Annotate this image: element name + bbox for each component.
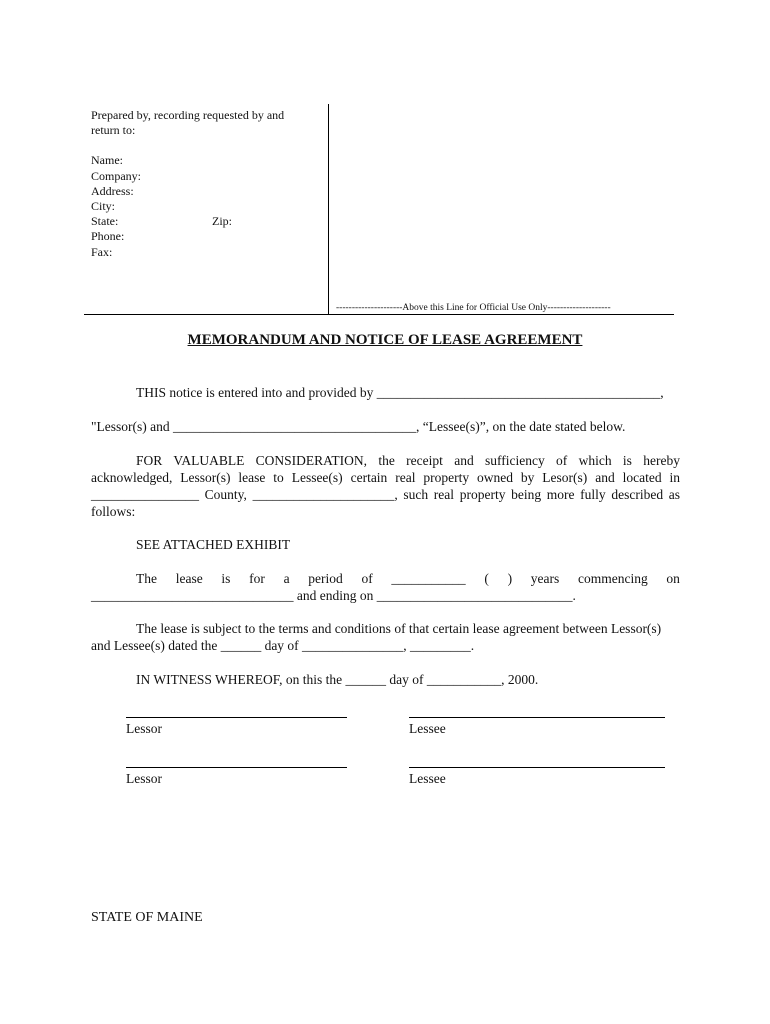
period-word: commencing <box>577 571 648 586</box>
lease-period-line2: ______________________________ and ending on _____________________________. <box>91 588 576 603</box>
lessee-signature-line-2 <box>409 767 665 768</box>
period-word: of <box>361 571 373 586</box>
address-label: Address: <box>91 183 134 198</box>
exhibit-reference: SEE ATTACHED EXHIBIT <box>136 537 291 552</box>
state-heading: STATE OF MAINE <box>91 910 203 925</box>
period-word: ) <box>507 571 513 586</box>
header-vertical-divider <box>328 104 329 314</box>
lessor-signature-line-1 <box>126 717 347 718</box>
city-label: City: <box>91 199 116 214</box>
period-word: for <box>249 571 265 586</box>
state-label: State: <box>91 214 119 229</box>
subject-line2: and Lessee(s) dated the ______ day of _______________, _________. <box>91 638 475 653</box>
lessee-label-1: Lessee <box>409 721 446 736</box>
period-blank: ___________ <box>391 571 466 586</box>
lessee-signature-line-1 <box>409 717 665 718</box>
consideration-line1: FOR VALUABLE CONSIDERATION, the receipt and sufficiency of which is hereby <box>136 453 680 468</box>
subject-line1: The lease is subject to the terms and conditions of that certain lease agreement between Lessor(s) <box>136 621 662 636</box>
consideration-line3: ________________ County, _____________________, such real property being more fully described as <box>91 487 680 502</box>
period-word: ( <box>484 571 489 586</box>
header-horizontal-divider <box>84 314 674 315</box>
name-label: Name: <box>91 153 123 168</box>
period-word: on <box>666 571 680 586</box>
lessee-label-2: Lessee <box>409 771 446 786</box>
consideration-line4: follows: <box>91 504 136 519</box>
period-word: a <box>283 571 290 586</box>
witness-clause: IN WITNESS WHEREOF, on this the ______ day of ___________, 2000. <box>136 672 539 687</box>
document-title: MEMORANDUM AND NOTICE OF LEASE AGREEMENT <box>187 332 583 348</box>
lessor-label-1: Lessor <box>126 721 162 736</box>
consideration-line2: acknowledged, Lessor(s) lease to Lessee(s) certain real property owned by Lesor(s) and located in <box>91 470 680 485</box>
fax-label: Fax: <box>91 244 113 259</box>
notice-paragraph: THIS notice is entered into and provided by __________________________________________, <box>136 385 664 400</box>
period-word: lease <box>175 571 203 586</box>
period-word: is <box>221 571 231 586</box>
period-word: period <box>308 571 343 586</box>
lease-period-line1 <box>136 570 680 587</box>
return-address-block <box>91 108 284 260</box>
period-word: The <box>136 571 157 586</box>
lessor-lessee-paragraph: "Lessor(s) and ____________________________________, “Lessee(s)”, on the date stated below. <box>91 419 626 434</box>
lessor-signature-line-2 <box>126 767 347 768</box>
official-use-note: ---------------------Above this Line for Official Use Only-------------------- <box>336 303 611 313</box>
lessor-label-2: Lessor <box>126 771 162 786</box>
period-word: years <box>530 571 560 586</box>
prepared-by-line2: return to: <box>91 123 136 138</box>
zip-label: Zip: <box>212 214 232 229</box>
phone-label: Phone: <box>91 229 125 244</box>
company-label: Company: <box>91 168 141 183</box>
prepared-by-line1: Prepared by, recording requested by and <box>91 108 285 122</box>
